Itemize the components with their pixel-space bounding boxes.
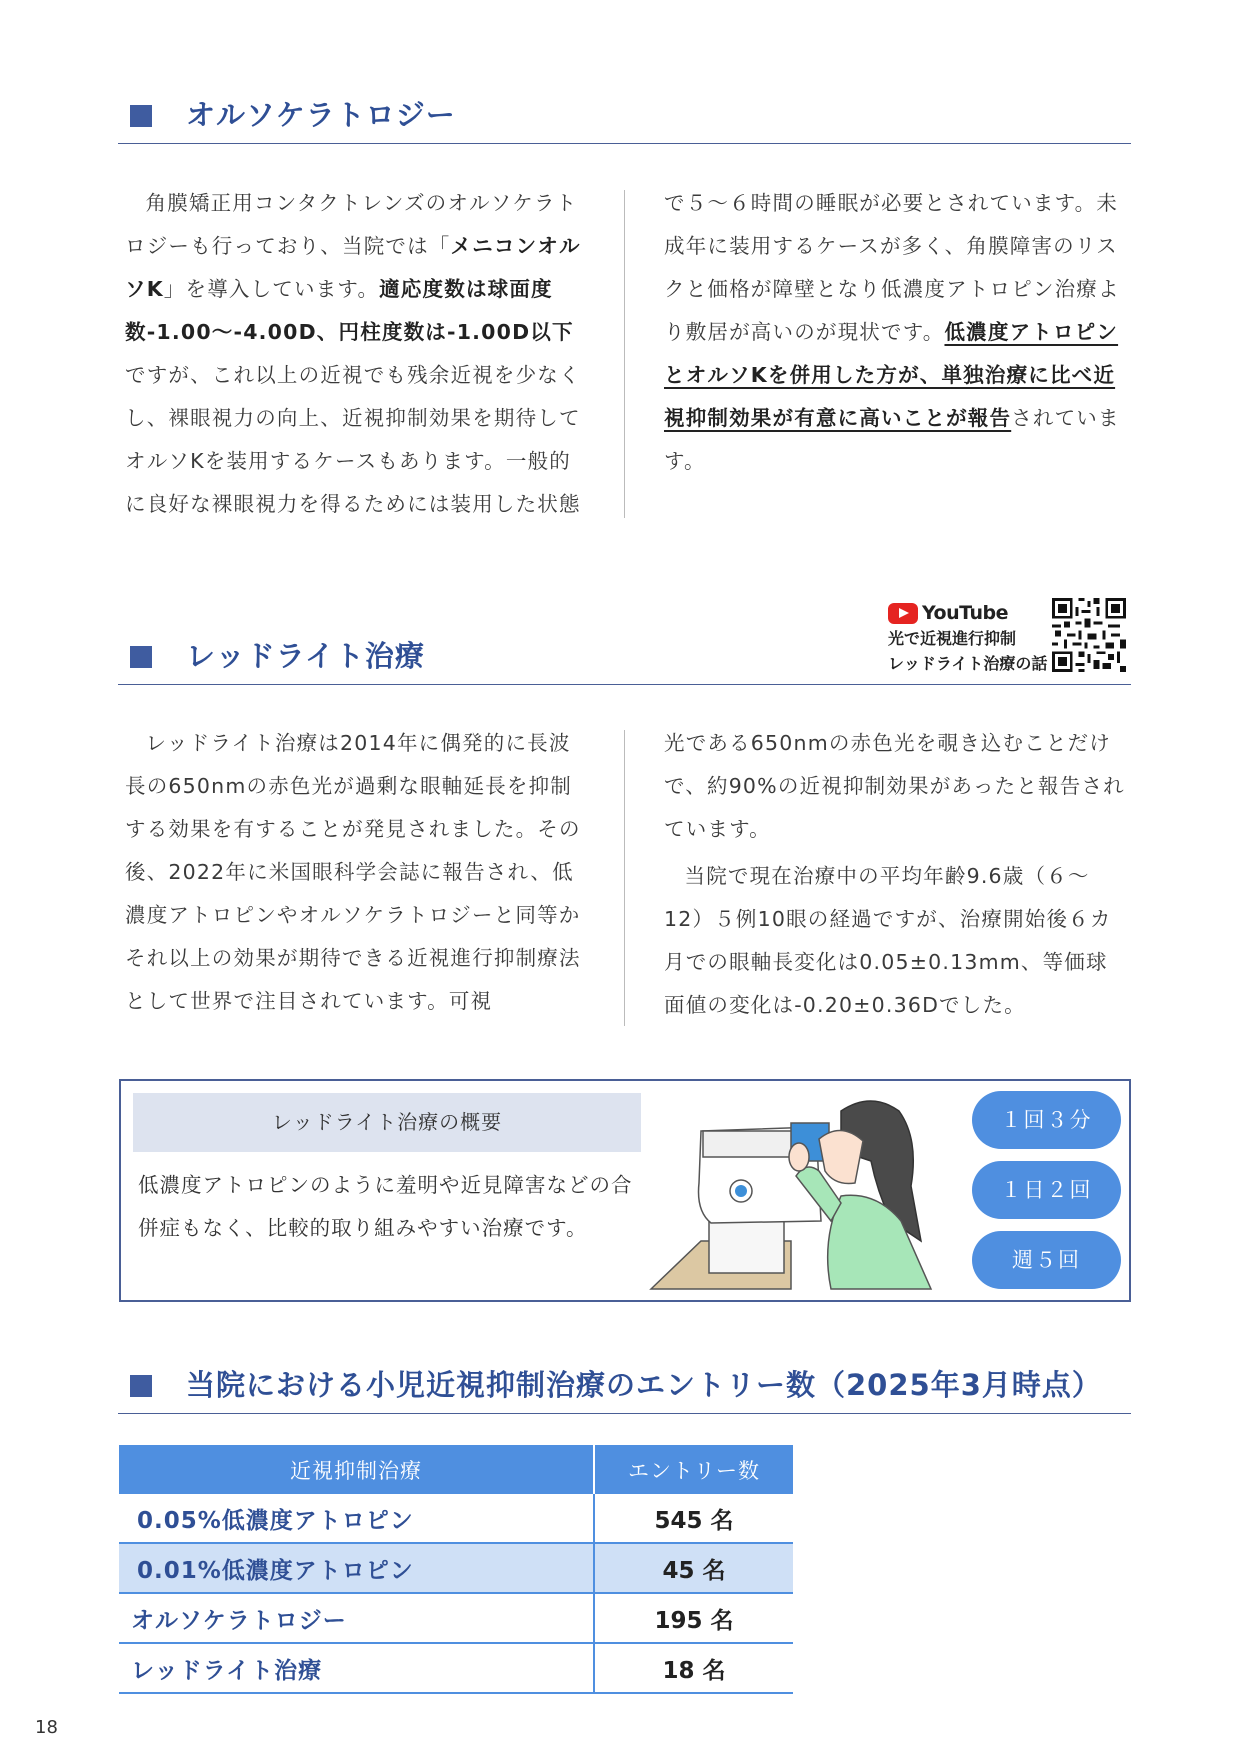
paragraph: レッドライト治療は2014年に偶発的に長波長の650nmの赤色光が過剰な眼軸延長を抑制する効果を有することが発見されました。その後、2022年に米国眼科学会誌に報告され、低濃度アトロピンやオルソケラトロジーと同等かそれ以上の効果が期待できる近視進行抑制療法として世界で注目されています。可視: [125, 731, 581, 1013]
frequency-pill-duration: １回３分: [972, 1091, 1121, 1149]
youtube-logo-text: YouTube: [922, 602, 1008, 624]
text: で５〜６時間の睡眠が必要とされています。未成年に装用するケースが多く、角膜障害のリスクと価格が障壁となり低濃度アトロピン治療より敷居が高いのが現状です。: [664, 191, 1120, 344]
youtube-play-icon: [888, 603, 918, 624]
text: 角膜矯正用コンタクトレンズのオルソケラトロジーも行っており、当院では「: [125, 191, 578, 258]
bold-text: 適応度数は球面度数-1.00〜-4.00D、円柱度数は-1.00D以下: [125, 277, 574, 344]
frequency-pill-weekly: 週５回: [972, 1231, 1121, 1289]
section-heading-redlight: [118, 624, 1131, 685]
entries-table: [119, 1445, 793, 1694]
ortho-left-column: [125, 182, 587, 526]
section-title: オルソケラトロジー: [186, 98, 456, 132]
entry-count: 545 名: [594, 1494, 793, 1543]
redlight-overview-box: [119, 1079, 1131, 1302]
child-using-device-illustration: [641, 1091, 961, 1291]
heading-square-icon: [130, 105, 152, 127]
section-title: レッドライト治療: [186, 639, 425, 673]
youtube-title-line1: 光で近視進行抑制: [888, 629, 1017, 648]
column-divider: [624, 190, 625, 518]
column-header: 近視抑制治療: [119, 1445, 594, 1494]
frequency-pill-daily: １日２回: [972, 1161, 1121, 1219]
entry-count: 45 名: [594, 1543, 793, 1593]
redlight-right-column: [664, 722, 1126, 1027]
underlined-text: 低濃度アトロピンとオルソKを併用した方が、単独治療に比べ近視抑制効果が有意に高いことが報告: [664, 320, 1119, 430]
bold-text: メニコンオルソK: [125, 234, 581, 301]
paragraph: 光である650nmの赤色光を覗き込むことだけで、約90%の近視抑制効果があったと報告されています。: [664, 731, 1125, 841]
treatment-name: レッドライト治療: [119, 1643, 594, 1693]
section-heading-ortho: [118, 83, 1131, 144]
section-heading-entries: [118, 1353, 1131, 1414]
paragraph: 当院で現在治療中の平均年齢9.6歳（６〜12）５例10眼の経過ですが、治療開始後６カ月での眼軸長変化は0.05±0.13mm、等価球面値の変化は-0.20±0.36Dでした。: [664, 864, 1112, 1017]
treatment-name: オルソケラトロジー: [119, 1593, 594, 1643]
treatment-name: 0.01%低濃度アトロピン: [119, 1543, 594, 1593]
column-divider: [624, 730, 625, 1026]
redlight-left-column: [125, 722, 587, 1023]
heading-square-icon: [130, 646, 152, 668]
table-header-row: [119, 1445, 793, 1494]
treatment-name: 0.05%低濃度アトロピン: [119, 1494, 594, 1543]
overview-description: 低濃度アトロピンのように羞明や近見障害などの合併症もなく、比較的取り組みやすい治療です。: [138, 1173, 633, 1240]
section-title: 当院における小児近視抑制治療のエントリー数（2025年3月時点）: [186, 1368, 1102, 1402]
text: されています。: [664, 406, 1120, 473]
text: ですが、これ以上の近視でも残余近視を少なくし、裸眼視力の向上、近視抑制効果を期待してオルソKを装用するケースもあります。一般的に良好な裸眼視力を得るためには装用した状態: [125, 363, 581, 516]
table-row: [119, 1593, 793, 1643]
entry-count: 18 名: [594, 1643, 793, 1693]
youtube-title-line2: レッドライト治療の話: [888, 654, 1048, 673]
heading-square-icon: [130, 1375, 152, 1397]
overview-heading: レッドライト治療の概要: [133, 1093, 641, 1152]
table-row: [119, 1643, 793, 1693]
table-row: [119, 1494, 793, 1543]
ortho-right-column: [664, 182, 1126, 483]
entry-count: 195 名: [594, 1593, 793, 1643]
table-row: [119, 1543, 793, 1593]
page-number: 18: [35, 1717, 58, 1738]
text: 」を導入しています。: [163, 277, 380, 301]
column-header: エントリー数: [594, 1445, 793, 1494]
